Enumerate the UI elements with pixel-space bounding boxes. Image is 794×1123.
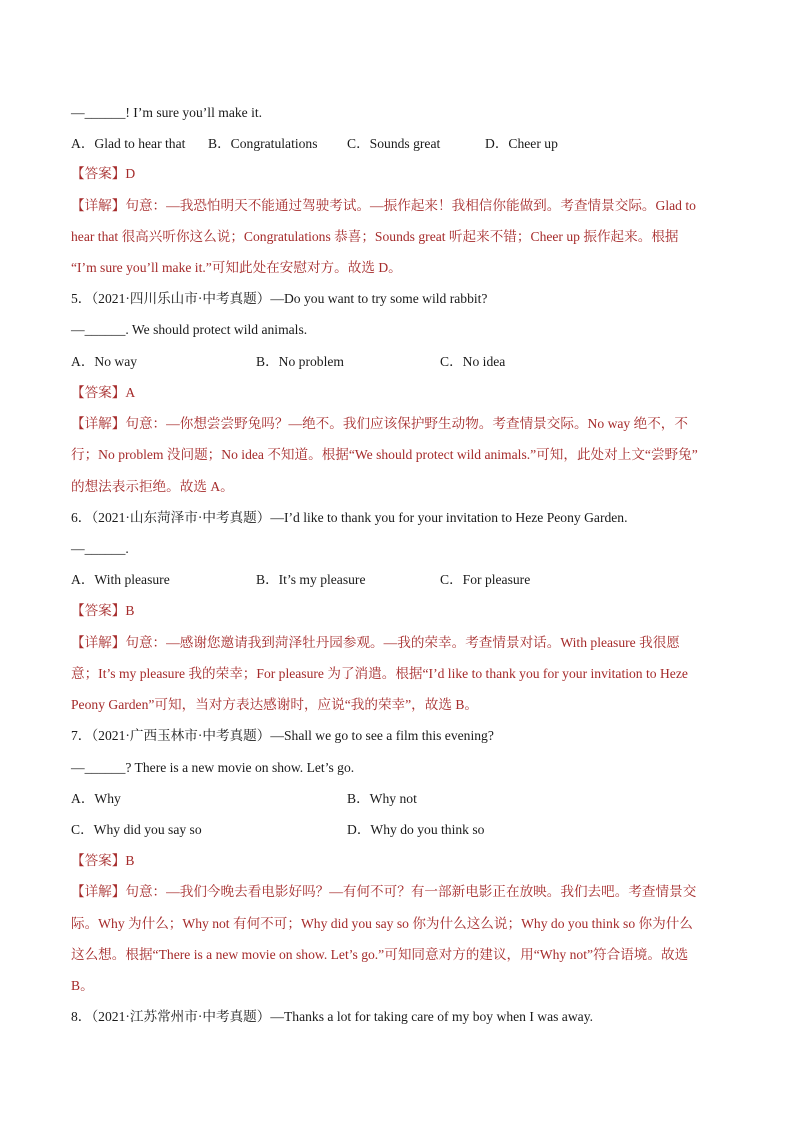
- q6-answer-tag: 【答案】: [71, 603, 126, 618]
- q7-detail-line4: B。: [71, 978, 94, 993]
- q5-answer: [71, 383, 724, 403]
- q4-detail-line1: [71, 196, 724, 216]
- q5-detail-text1: 句意：—你想尝尝野兔吗？—绝不。我们应该保护野生动物。考查情景交际。No way 绝不，不: [125, 416, 688, 431]
- q6-source: （2021·山东菏泽市·中考真题）: [91, 510, 271, 525]
- q6-options: [71, 570, 724, 590]
- q6-answer: [71, 601, 724, 621]
- q5-option-b: B．No problem: [256, 354, 344, 369]
- q4-option-c: C．Sounds great: [347, 136, 441, 151]
- q7-number: 7．: [71, 728, 92, 743]
- q4-detail-tag: 【详解】: [71, 198, 126, 213]
- q5-stem-line1: [71, 289, 724, 309]
- q5-option-a: A．No way: [71, 354, 138, 369]
- q6-detail-line1: [71, 633, 724, 653]
- q6-option-c: C．For pleasure: [440, 572, 531, 587]
- q7-stem-text: —Shall we go to see a film this evening?: [270, 728, 494, 743]
- q8-number: 8．: [71, 1009, 92, 1024]
- q5-detail-line3: 的想法表示拒绝。故选 A。: [71, 479, 234, 494]
- q6-stem-text: —I’d like to thank you for your invitation to Heze Peony Garden.: [270, 510, 628, 525]
- q7-detail-tag: 【详解】: [71, 884, 126, 899]
- q7-options-row2: [71, 820, 724, 840]
- q6-detail-line3: Peony Garden”可知，当对方表达感谢时，应说“我的荣幸”，故选 B。: [71, 697, 479, 712]
- q5-answer-value: A: [125, 385, 136, 400]
- q8-stem-text: —Thanks a lot for taking care of my boy when I was away.: [270, 1009, 594, 1024]
- q6-detail-text1: 句意：—感谢您邀请我到菏泽牡丹园参观。—我的荣幸。考查情景对话。With pleasure 我很愿: [125, 635, 680, 650]
- q7-detail-line2: 际。Why 为什么；Why not 有何不可；Why did you say so 你为什么这么说；Why do you think so 你为什么: [71, 916, 693, 931]
- q5-detail-tag: 【详解】: [71, 416, 126, 431]
- q7-detail-line3: 这么想。根据“There is a new movie on show. Let’s go.”可知同意对方的建议，用“Why not”符合语境。故选: [71, 947, 689, 962]
- q8-stem-line1: [71, 1007, 724, 1027]
- q4-answer: [71, 164, 724, 184]
- q7-option-a: A．Why: [71, 791, 121, 806]
- q7-answer: [71, 851, 724, 871]
- q6-detail-tag: 【详解】: [71, 635, 126, 650]
- q6-number: 6．: [71, 510, 92, 525]
- q7-answer-value: B: [125, 853, 135, 868]
- q7-options-row1: [71, 789, 724, 809]
- q4-detail-line2: hear that 很高兴听你这么说；Congratulations 恭喜；Sounds great 听起来不错；Cheer up 振作起来。根据: [71, 229, 679, 244]
- q7-answer-tag: 【答案】: [71, 853, 126, 868]
- q6-option-b: B．It’s my pleasure: [256, 572, 366, 587]
- q5-stem-line2: —______. We should protect wild animals.: [71, 322, 308, 337]
- q6-detail-line2: 意；It’s my pleasure 我的荣幸；For pleasure 为了消遣。根据“I’d like to thank you for your invitation to Heze: [71, 666, 688, 681]
- q7-source: （2021·广西玉林市·中考真题）: [91, 728, 271, 743]
- q4-option-a: A．Glad to hear that: [71, 136, 186, 151]
- q6-stem-line2: —______.: [71, 541, 129, 556]
- q7-stem-line1: [71, 726, 724, 746]
- q6-option-a: A．With pleasure: [71, 572, 170, 587]
- q4-answer-tag: 【答案】: [71, 166, 126, 181]
- q5-source: （2021·四川乐山市·中考真题）: [91, 291, 271, 306]
- q6-answer-value: B: [125, 603, 135, 618]
- q7-option-b: B．Why not: [347, 791, 417, 806]
- q4-options: [71, 134, 724, 154]
- q4-answer-value: D: [125, 166, 136, 181]
- q5-number: 5．: [71, 291, 92, 306]
- q5-detail-line1: [71, 414, 724, 434]
- q4-option-d: D．Cheer up: [485, 136, 558, 151]
- q5-options: [71, 352, 724, 372]
- q5-stem-text: —Do you want to try some wild rabbit?: [270, 291, 488, 306]
- q7-option-c: C．Why did you say so: [71, 822, 202, 837]
- q4-stem-line2: —______! I’m sure you’ll make it.: [71, 105, 263, 120]
- q5-answer-tag: 【答案】: [71, 385, 126, 400]
- q5-detail-line2: 行；No problem 没问题；No idea 不知道。根据“We should protect wild animals.”可知，此处对上文“尝野兔”: [71, 447, 698, 462]
- q4-option-b: B．Congratulations: [208, 136, 318, 151]
- q6-stem-line1: [71, 508, 724, 528]
- q7-stem-line2: —______? There is a new movie on show. Let’s go.: [71, 760, 355, 775]
- q8-source: （2021·江苏常州市·中考真题）: [91, 1009, 271, 1024]
- q5-option-c: C．No idea: [440, 354, 506, 369]
- q7-detail-line1: [71, 882, 724, 902]
- q7-option-d: D．Why do you think so: [347, 822, 485, 837]
- q7-detail-text1: 句意：—我们今晚去看电影好吗？—有何不可？有一部新电影正在放映。我们去吧。考查情景交: [125, 884, 697, 899]
- q4-detail-text1: 句意：—我恐怕明天不能通过驾驶考试。—振作起来！我相信你能做到。考查情景交际。Glad to: [125, 198, 696, 213]
- q4-detail-line3: “I’m sure you’ll make it.”可知此处在安慰对方。故选 D。: [71, 260, 402, 275]
